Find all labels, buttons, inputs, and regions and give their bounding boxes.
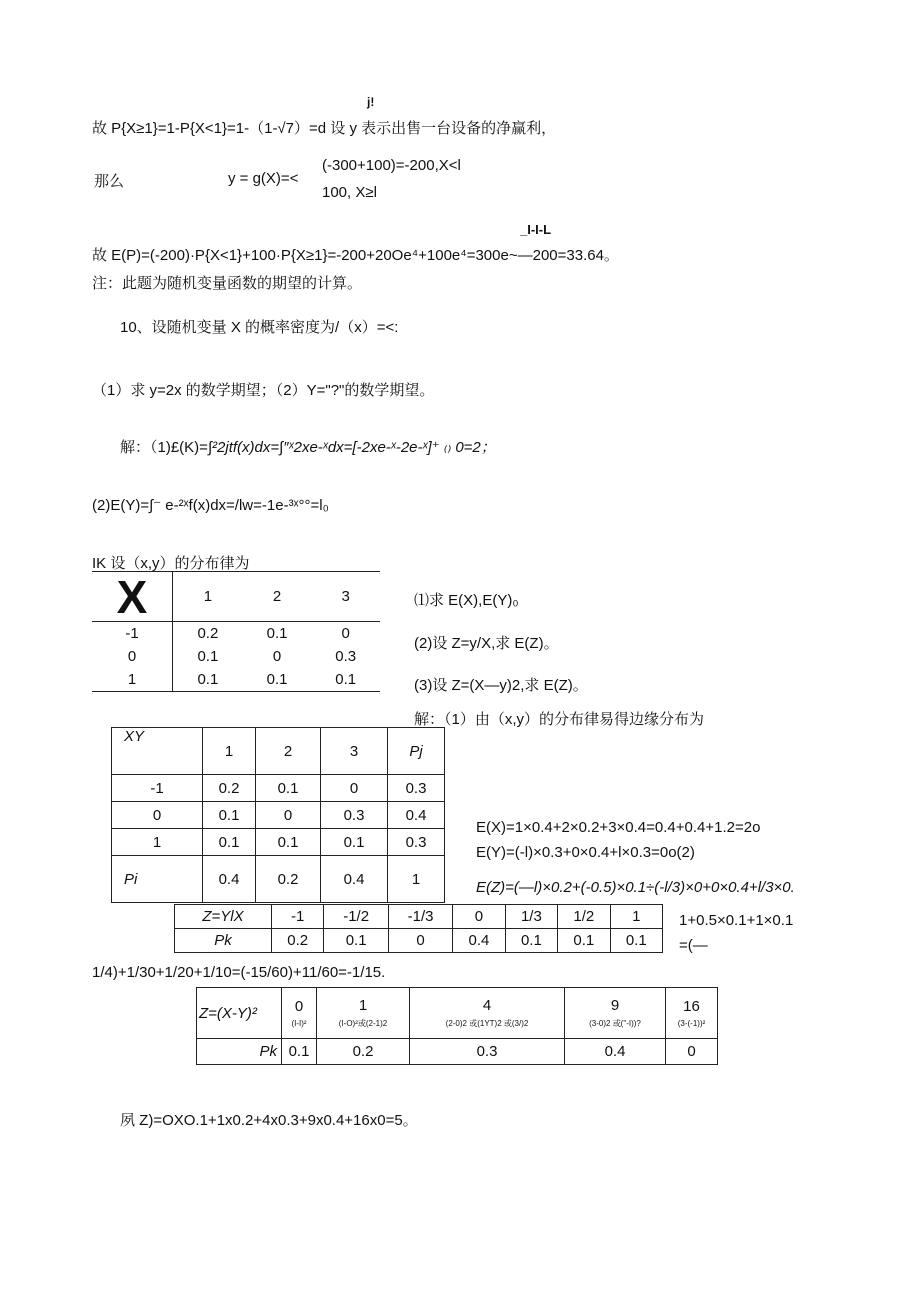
table-header-symbol: X [92,572,173,622]
text-line-2-case2: 100, X≥l [322,184,377,201]
table-cell: -1 [272,905,324,929]
table-cell: 0.4 [388,802,445,829]
table-cell: 0 [388,929,452,953]
table-cell: 0.1 [282,1039,317,1065]
table-row-header: 1 [112,829,203,856]
question-11: IK 设（x,y）的分布律为 [92,555,250,572]
margin-mark-j: j! [367,95,375,109]
distribution-table [92,571,380,692]
table-cell: 0.3 [321,802,388,829]
table-cell: 0.1 [505,929,557,953]
expectation-z-cont-1: 1+0.5×0.1+1×0.1 [679,912,794,929]
table-cell: 0.2 [272,929,324,953]
solution-1-prefix: 解：（1)£(K)= [120,439,208,456]
table-row-header: Pk [197,1039,282,1065]
table-cell: 0.2 [197,625,219,642]
table-cell: -1/3 [388,905,452,929]
table-cell: 0.1 [197,648,219,665]
table-cell: 0.4 [203,856,256,903]
table-cell: 0 [666,1039,718,1065]
question-10: 10、设随机变量 X 的概率密度为/（x）=<: [120,319,399,336]
table-cell: 0.3 [410,1039,565,1065]
marginal-table [111,727,445,903]
table-row-header: -1 [112,775,203,802]
table-row [112,856,445,903]
table-cell: 0.1 [243,668,312,692]
table-col-header: 3 [311,572,380,622]
table-row [92,622,380,646]
table-cell: 1/2 [558,905,610,929]
table-cell: 0.1 [558,929,610,953]
table-row-header: Z=(X-Y)² [197,988,282,1039]
z-square-table [196,987,718,1065]
text-line-3: 故 E(P)=(-200)·P{X<1}+100·P{X≥1}=-200+20Oe⁴+100e⁴=300e~—200=33.64。 [92,247,619,264]
question-10-parts: （1）求 y=2x 的数学期望；（2）Y="?"的数学期望。 [92,382,435,399]
table-row [112,775,445,802]
table-row-header: 0 [92,645,173,668]
table-row [197,988,718,1039]
table-cell: 0 [341,625,350,642]
table-cell: 0.2 [203,775,256,802]
question-11-part-2: (2)设 Z=y/X,求 E(Z)。 [414,635,559,652]
final-expectation: 夙 Z)=OXO.1+1x0.2+4x0.3+9x0.4+16x0=5。 [120,1112,418,1129]
table-cell: 0.2 [317,1039,410,1065]
question-11-part-1: ⑴求 E(X),E(Y)₀ [414,592,519,609]
solution-2: (2)E(Y)=∫⁻ e-²ˣf(x)dx=/lw=-1e-³ˣ°°=l₀ [92,497,329,514]
table-cell: 9 (3-0)2 或("-I))? [565,988,666,1039]
question-11-part-3: (3)设 Z=(X—y)2,求 E(Z)。 [414,677,588,694]
table-cell: 1 [610,905,662,929]
table-cell: 0.1 [324,929,388,953]
table-cell: 1/3 [505,905,557,929]
table-cell: 0.4 [565,1039,666,1065]
solution-marginal-intro: 解：（1）由（x,y）的分布律易得边缘分布为 [414,711,705,728]
table-cell: 0.1 [203,802,256,829]
expectation-x: E(X)=1×0.4+2×0.2+3×0.4=0.4+0.4+1.2=2o [476,819,761,836]
table-row [92,668,380,692]
table-cell: 0 [256,802,321,829]
table-cell: 0.1 [311,668,380,692]
table-cell: 0.1 [610,929,662,953]
table-cell: 0 [453,905,505,929]
table-corner: XY [112,728,203,775]
table-cell: 1 [388,856,445,903]
text-line-1: 故 P{X≥1}=1-P{X<1}=1-（1-√7）=d 设 y 表示出售一台设备的净赢利， [92,120,557,137]
text-line-2-func: y = g(X)=< [228,170,299,187]
table-cell: 16 (3-(-1))² [666,988,718,1039]
table-cell: 0.4 [321,856,388,903]
table-cell: 0.1 [203,829,256,856]
text-line-2-case1: (-300+100)=-200,X<l [322,157,461,174]
table-row [112,829,445,856]
margin-mark-ill: _I-I-L [520,222,552,237]
table-cell: 0 [321,775,388,802]
note-text: 注：此题为随机变量函数的期望的计算。 [92,275,363,292]
table-row [92,645,380,668]
table-col-header: 2 [243,572,312,622]
table-cell: 4 (2-0)2 或(1YT)2 或(3/)2 [410,988,565,1039]
table-row [197,1039,718,1065]
table-row-header: 1 [92,668,173,692]
table-row-header: -1 [92,622,173,646]
table-cell: 0.1 [266,625,288,642]
table-row-header: Z=YlX [175,905,272,929]
expectation-z-cont-3: 1/4)+1/30+1/20+1/10=(-15/60)+11/60=-1/15. [92,964,386,981]
table-cell: 0.3 [335,648,357,665]
table-cell: 0.1 [173,668,243,692]
table-col-header: 1 [203,728,256,775]
table-row [175,929,663,953]
table-cell: 0.1 [256,775,321,802]
text-line-2-label: 那么 [94,173,125,190]
table-cell: 1 (I-O)²或(2-1)2 [317,988,410,1039]
solution-1-body: ∫²2jtf(x)dx=∫″ˣ2xe-ˣdx=[-2xe-ˣ-2e-ˣ]⁺ ₍₎ 0=2； [207,439,496,456]
table-col-header: 2 [256,728,321,775]
expectation-z-cont-2: =(— [679,937,708,954]
table-col-header: 1 [173,572,243,622]
table-row [175,905,663,929]
expectation-y: E(Y)=(-l)×0.3+0×0.4+l×0.3=0o(2) [476,844,695,861]
z-ratio-table [174,904,663,953]
table-col-header: 3 [321,728,388,775]
table-cell: 0.3 [388,775,445,802]
table-cell: 0 (I-I)² [282,988,317,1039]
table-col-header: Pj [388,728,445,775]
table-row [112,802,445,829]
table-cell: 0.4 [453,929,505,953]
table-cell: 0.3 [388,829,445,856]
table-cell: 0.1 [321,829,388,856]
table-row-header: Pk [175,929,272,953]
table-cell: 0 [272,648,282,665]
expectation-z: E(Z)=(—l)×0.2+(-0.5)×0.1÷(-l/3)×0+0×0.4+l/3×0. [476,879,795,896]
table-row-header: Pi [112,856,203,903]
table-cell: 0.1 [256,829,321,856]
table-cell: 0.2 [256,856,321,903]
solution-1 [120,436,496,457]
table-cell: -1/2 [324,905,388,929]
table-row-header: 0 [112,802,203,829]
